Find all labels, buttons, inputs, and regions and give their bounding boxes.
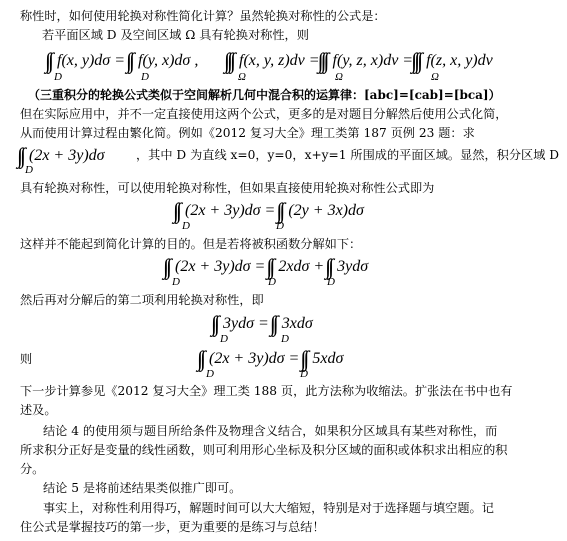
- subscript-d: D: [300, 368, 308, 380]
- text-line: 住公式是掌握技巧的第一步，更为重要的是练习与总结！: [20, 520, 325, 534]
- subscript-d: D: [182, 220, 190, 232]
- text-line: 结论 5 是将前述结果类似推广即可。: [43, 481, 242, 495]
- text-line: ，其中 D 为直线 x=0，y=0，x+y=1 所围成的平面区域。显然，积分区域 D: [136, 148, 560, 162]
- text-line: 结论 4 的使用须与题目所给条件及物理含义结合，如果积分区域具有某些对称性，而: [43, 424, 498, 438]
- subscript-d: D: [268, 276, 276, 288]
- text-line: 从而使用计算过程由繁化简。例如《2012 复习大全》理工类第 187 页例 23 题：求: [20, 126, 475, 140]
- subscript-d: D: [25, 164, 33, 176]
- subscript-d: D: [220, 333, 228, 345]
- formula-equation-3: (2x + 3y)dσ = 2xdσ + 3ydσ: [175, 258, 369, 275]
- subscript-omega: Ω: [335, 71, 343, 83]
- subscript-d: D: [327, 276, 335, 288]
- text-line: 下一步计算参见《2012 复习大全》理工类 188 页，此方法称为收缩法。扩张法在书中也有: [20, 384, 513, 398]
- subscript-omega: Ω: [431, 71, 439, 83]
- subscript-d: D: [141, 71, 149, 83]
- text-line: 事实上，对称性利用得巧，解题时间可以大大缩短，特别是对于选择题与填空题。记: [43, 501, 494, 515]
- subscript-d: D: [54, 71, 62, 83]
- formula-equation-5: (2x + 3y)dσ = 5xdσ: [209, 350, 344, 367]
- subscript-d: D: [281, 333, 289, 345]
- subscript-d: D: [206, 368, 214, 380]
- text-line: 所求积分正好是变量的线性函数，则可利用形心坐标及积分区域的面积或体积求出相应的积: [20, 443, 508, 457]
- text-line: 若平面区域 D 及空间区域 Ω 具有轮换对称性，则: [42, 28, 309, 42]
- text-line: 然后再对分解后的第二项利用轮换对称性，即: [20, 293, 264, 307]
- text-line: 这样并不能起到简化计算的目的。但是若将被积函数分解如下：: [20, 237, 362, 251]
- text-line: 述及。: [20, 403, 57, 417]
- inline-formula: (2x + 3y)dσ: [29, 147, 105, 164]
- text-line: 但在实际应用中，并不一定直接使用这两个公式，更多的是对题目分解然后使用公式化简，: [20, 107, 508, 121]
- text-line: 称性时，如何使用轮换对称性简化计算？虽然轮换对称性的公式是：: [20, 9, 386, 23]
- subscript-d: D: [276, 220, 284, 232]
- formula-double-integral-1: f(x, y)dσ = f(y, x)dσ ,: [57, 52, 199, 69]
- formula-triple-integral: f(x, y, z)dv = f(y, z, x)dv = f(z, x, y)dv: [239, 52, 493, 69]
- text-line: 则: [20, 352, 33, 366]
- bold-note: （三重积分的轮换公式类似于空间解析几何中混合积的运算律：[abc]=[cab]=[bca]）: [28, 88, 501, 102]
- text-line: 分。: [20, 462, 45, 476]
- formula-equation-4: 3ydσ = 3xdσ: [223, 315, 313, 332]
- text-line: 具有轮换对称性，可以使用轮换对称性，但如果直接使用轮换对称性公式即为: [20, 181, 435, 195]
- subscript-d: D: [172, 276, 180, 288]
- formula-equation-2: (2x + 3y)dσ = (2y + 3x)dσ: [185, 202, 364, 219]
- subscript-omega: Ω: [238, 71, 246, 83]
